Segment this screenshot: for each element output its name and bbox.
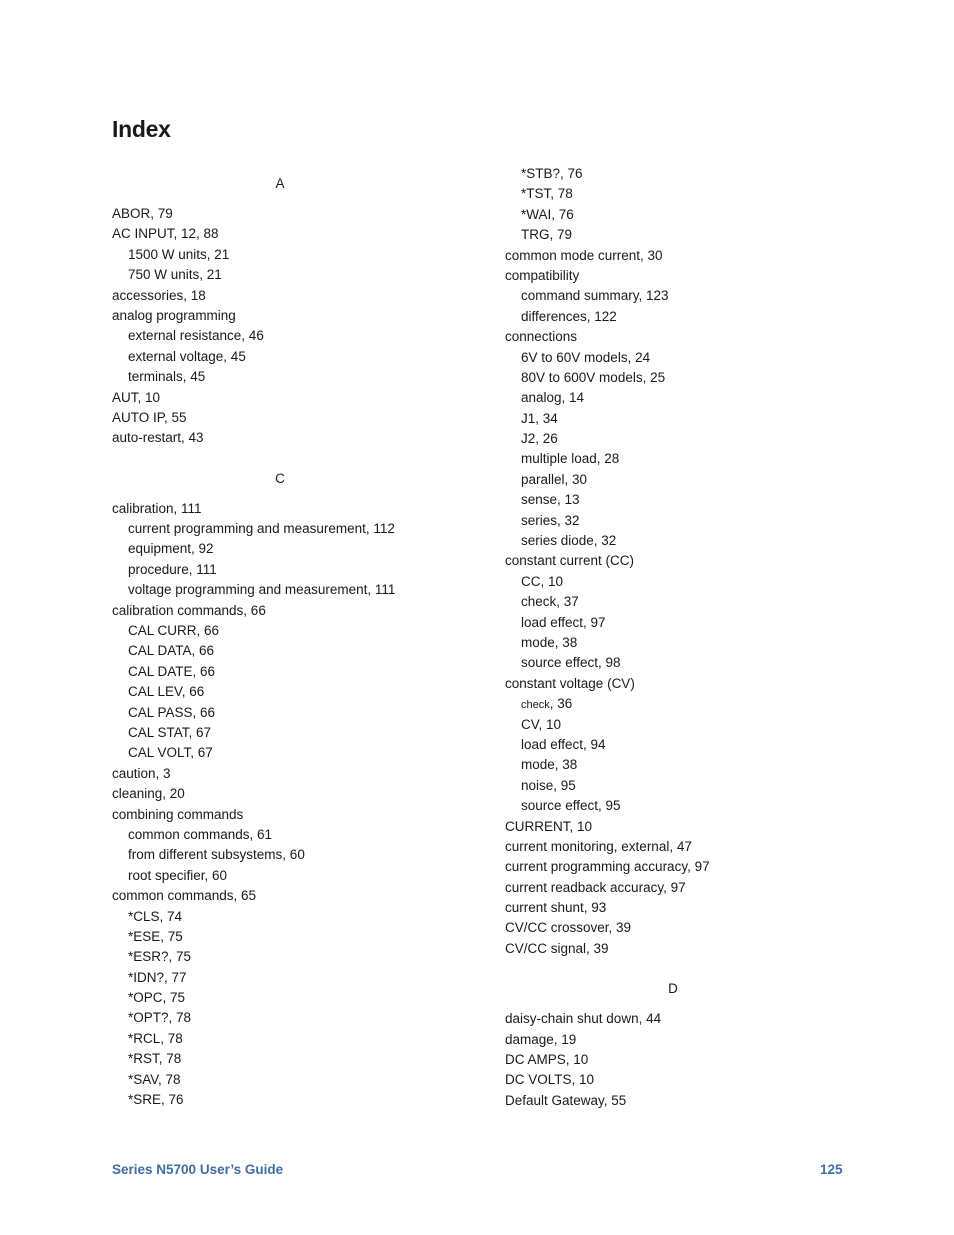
index-subentry-term: check [521, 699, 550, 712]
index-subentry: *TST, 78 [521, 186, 573, 202]
index-subentry: terminals, 45 [128, 369, 206, 385]
index-subentry: *OPT?, 78 [128, 1010, 192, 1026]
index-entry: current programming accuracy, 97 [505, 859, 710, 875]
index-subentry: common commands, 61 [128, 826, 273, 842]
index-subentry: CAL DATE, 66 [128, 663, 216, 679]
index-subentry: CAL DATA, 66 [128, 643, 215, 659]
index-subentry: analog, 14 [521, 390, 585, 406]
index-subentry: multiple load, 28 [521, 451, 620, 467]
index-subentry: CAL LEV, 66 [128, 684, 205, 700]
index-entry: compatibility [505, 267, 580, 283]
index-entry: CV/CC signal, 39 [505, 940, 609, 956]
index-subentry: 6V to 60V models, 24 [521, 349, 651, 365]
index-subentry: check, 37 [521, 594, 579, 610]
index-subentry: 750 W units, 21 [128, 267, 222, 283]
index-subentry: CV, 10 [521, 716, 562, 732]
index-entry: auto-restart, 43 [112, 430, 204, 446]
index-subentry: *IDN?, 77 [128, 969, 187, 985]
index-subentry: differences, 122 [521, 308, 617, 324]
index-subentry: CC, 10 [521, 573, 564, 589]
index-entry: AUTO IP, 55 [112, 409, 187, 425]
index-subentry: mode, 38 [521, 634, 578, 650]
index-entry: analog programming [112, 307, 236, 323]
index-subentry [505, 694, 845, 714]
index-entry: common mode current, 30 [505, 247, 663, 263]
index-subentry: *RCL, 78 [128, 1030, 183, 1046]
index-subentry: 80V to 600V models, 25 [521, 369, 666, 385]
index-entry: constant current (CC) [505, 553, 635, 569]
index-subentry: voltage programming and measurement, 111 [128, 582, 396, 598]
index-subentry: command summary, 123 [521, 288, 669, 304]
index-entry: current shunt, 93 [505, 900, 607, 916]
page-title: Index [112, 116, 171, 142]
index-entry: DC AMPS, 10 [505, 1052, 589, 1068]
index-column-left [112, 164, 452, 1110]
index-subentry: current programming and measurement, 112 [128, 521, 395, 537]
index-subentry: external resistance, 46 [128, 328, 264, 344]
index-subentry: CAL CURR, 66 [128, 623, 220, 639]
index-subentry: *OPC, 75 [128, 990, 186, 1006]
footer-page-number: 125 [820, 1162, 843, 1177]
index-subentry: root specifier, 60 [128, 867, 228, 883]
index-subentry: equipment, 92 [128, 541, 214, 557]
index-entry: cleaning, 20 [112, 786, 185, 802]
index-subentry: CAL PASS, 66 [128, 704, 216, 720]
index-entry: combining commands [112, 806, 244, 822]
index-subentry: source effect, 95 [521, 798, 621, 814]
index-entry: accessories, 18 [112, 287, 206, 303]
index-entry: caution, 3 [112, 765, 171, 781]
index-entry: CURRENT, 10 [505, 818, 593, 834]
index-subentry: load effect, 97 [521, 614, 606, 630]
index-subentry: series, 32 [521, 512, 580, 528]
index-entry: common commands, 65 [112, 888, 257, 904]
index-subentry: sense, 13 [521, 492, 580, 508]
index-subentry: *ESR?, 75 [128, 949, 192, 965]
index-section-letter: D [668, 981, 678, 997]
index-subentry: load effect, 94 [521, 736, 606, 752]
index-subentry: parallel, 30 [521, 471, 588, 487]
index-subentry: *CLS, 74 [128, 908, 183, 924]
index-subentry: *ESE, 75 [128, 928, 183, 944]
index-subentry: J1, 34 [521, 410, 558, 426]
index-subentry: procedure, 111 [128, 561, 217, 577]
index-entry: calibration commands, 66 [112, 602, 266, 618]
index-entry: ABOR, 79 [112, 206, 173, 221]
index-subentry: noise, 95 [521, 777, 576, 793]
index-subentry: CAL STAT, 67 [128, 724, 212, 740]
index-entry: damage, 19 [505, 1031, 577, 1047]
index-entry: daisy-chain shut down, 44 [505, 1011, 662, 1027]
index-subentry: *RST, 78 [128, 1051, 182, 1067]
index-column-right [505, 164, 845, 1111]
index-entry: CV/CC crossover, 39 [505, 920, 632, 936]
index-entry: DC VOLTS, 10 [505, 1072, 595, 1088]
index-entry: Default Gateway, 55 [505, 1092, 627, 1108]
index-subentry: CAL VOLT, 67 [128, 745, 213, 761]
index-subentry-pages: , 36 [549, 696, 573, 712]
index-entry: AUT, 10 [112, 389, 161, 405]
index-entry: current readback accuracy, 97 [505, 879, 686, 895]
index-subentry: 1500 W units, 21 [128, 246, 230, 262]
footer-guide-title: Series N5700 User’s Guide [112, 1162, 284, 1177]
index-subentry: *SAV, 78 [128, 1071, 181, 1087]
index-entry: calibration, 111 [112, 500, 202, 516]
index-section-letter: A [275, 176, 285, 191]
index-subentry: external voltage, 45 [128, 348, 246, 364]
index-entry: constant voltage (CV) [505, 675, 635, 691]
index-subentry: mode, 38 [521, 757, 578, 773]
index-subentry: *STB?, 76 [521, 166, 583, 181]
index-subentry: source effect, 98 [521, 655, 621, 671]
index-entry: current monitoring, external, 47 [505, 838, 692, 854]
index-subentry: *WAI, 76 [521, 206, 574, 222]
index-subentry: series diode, 32 [521, 533, 617, 549]
index-entry: connections [505, 329, 578, 345]
index-section-letter: C [275, 470, 285, 486]
section-gap [505, 959, 845, 969]
index-entry: AC INPUT, 12, 88 [112, 226, 219, 242]
index-subentry: from different subsystems, 60 [128, 847, 305, 863]
index-subentry: *SRE, 76 [128, 1092, 184, 1108]
section-gap [112, 449, 452, 459]
index-subentry: J2, 26 [521, 431, 558, 447]
index-subentry: TRG, 79 [521, 227, 573, 243]
